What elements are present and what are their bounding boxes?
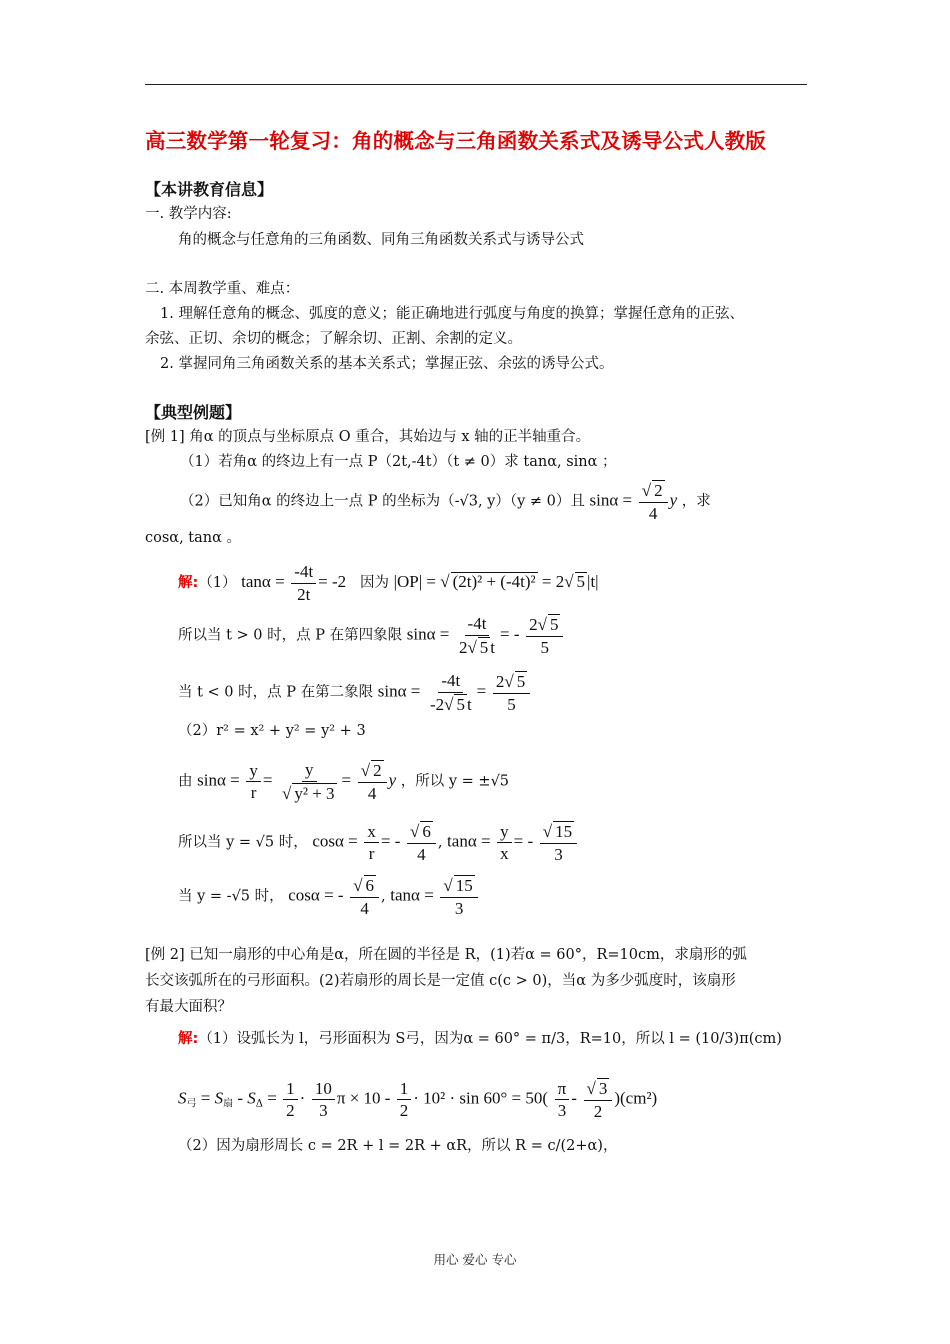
page-title: 高三数学第一轮复习：角的概念与三角函数关系式及诱导公式人教版 bbox=[145, 129, 766, 153]
fraction: $\frac{√ 2}{4}$ bbox=[639, 480, 668, 523]
example-1-question-2: （2）已知角α 的终边上一点 P 的坐标为（-√3, y）（y ≠ 0）且 sinα = $\frac{√ 2}{4}$ y ，求 bbox=[180, 481, 711, 523]
solution-2-line-3: （2）因为扇形周长 c = 2R + l = 2R + αR，所以 R = c/(2+α)， bbox=[178, 1138, 618, 1154]
example-1-question-2-cont: cosα, tanα 。 bbox=[145, 530, 242, 546]
solution-1-line-3: 当 t < 0 时，点 P 在第二象限 sinα = $\frac{-4t}{-2√ 5 t}$ = $\frac{2√ 5}{5}$ bbox=[178, 671, 532, 714]
solution-1-line-1: 解:（1） tanα = $\frac{-4t}{2t}$ = -2 因为 |OP| = √ (2t)² + (-4t)² = 2√ 5 |t| bbox=[178, 562, 599, 604]
key-point-2: 2. 掌握同角三角函数关系的基本关系式；掌握正弦、余弦的诱导公式。 bbox=[160, 356, 614, 372]
case-text: 所以当 t > 0 时，点 P 在第四象限 bbox=[178, 627, 403, 644]
solution-label: 解: bbox=[178, 575, 199, 592]
case-text: 当 y = -√5 时， bbox=[178, 888, 284, 905]
example-2-line-1: [例 2] 已知一扇形的中心角是α，所在圆的半径是 R，(1)若α = 60°，R=10cm，求扇形的弧 bbox=[145, 947, 747, 963]
example-1-question-1: （1）若角α 的终边上有一点 P（2t,-4t）（t ≠ 0）求 tanα, sinα ； bbox=[180, 454, 617, 470]
so-text: ，所以 y = ±√5 bbox=[400, 773, 510, 790]
solution-2-text: （1）设弧长为 l，弓形面积为 S弓，因为α = 60° = π/3，R=10，所以 l = (10/3)π(cm) bbox=[198, 1031, 782, 1047]
key-point-1a: 1. 理解任意角的概念、弧度的意义；能正确地进行弧度与角度的换算；掌握任意角的正弦、 bbox=[160, 306, 744, 322]
part-label: （1） bbox=[198, 575, 237, 592]
solution-label: 解: bbox=[178, 1031, 199, 1047]
example-2-line-2: 长交该弧所在的弓形面积。(2)若扇形的周长是一定值 c(c > 0)，当α 为多少弧度时，该扇形 bbox=[145, 973, 736, 989]
example-1-text: [例 1] 角α 的顶点与坐标原点 O 重合，其始边与 x 轴的正半轴重合。 bbox=[145, 429, 591, 445]
content-heading: 一. 教学内容: bbox=[145, 206, 232, 222]
solution-2-line-2: $S_弓 = S_扇 - S_\Delta$ = $\frac{1}{2}$ · $\frac{10}{3}$ π × 10 - $\frac{1}{2}$ · 10² · sin 60° = 50( $\frac{\pi}{3}$ - $\frac{√ 3}{2}$ )(cm²) bbox=[178, 1078, 658, 1121]
because-text: 因为 bbox=[360, 575, 389, 592]
solution-1-line-7: 当 y = -√5 时， cosα = - $\frac{√ 6}{4}$ , tanα = $\frac{√ 15}{3}$ bbox=[178, 875, 480, 918]
case-text: 当 t < 0 时，点 P 在第二象限 bbox=[178, 684, 374, 701]
key-heading: 二. 本周教学重、难点： bbox=[145, 281, 300, 297]
header-rule bbox=[145, 84, 807, 85]
content-text: 角的概念与任意角的三角函数、同角三角函数关系式与诱导公式 bbox=[178, 232, 584, 248]
case-text: 所以当 y = √5 时， bbox=[178, 834, 308, 851]
example-2-line-3: 有最大面积？ bbox=[145, 999, 232, 1015]
solution-1-line-4: （2）r² = x² + y² = y² + 3 bbox=[178, 723, 366, 739]
from-text: 由 bbox=[178, 773, 193, 790]
solution-1-line-2: 所以当 t > 0 时，点 P 在第四象限 sinα = $\frac{-4t}{2√ 5 t}$ = - $\frac{2√ 5}{5}$ bbox=[178, 614, 565, 657]
question-2-tail: ，求 bbox=[681, 493, 711, 510]
question-2-text: （2）已知角α 的终边上一点 P 的坐标为（-√3, y）（y ≠ 0）且 bbox=[180, 493, 585, 510]
section-info-heading: 【本讲教育信息】 bbox=[145, 180, 274, 199]
solution-1-line-6: 所以当 y = √5 时， cosα = $\frac{x}{r}$ = - $\frac{√ 6}{4}$ , tanα = $\frac{y}{x}$ = - $\frac{√ 15}{3}$ bbox=[178, 821, 579, 864]
solution-2-line-1 bbox=[178, 1032, 782, 1047]
key-point-1b: 余弦、正切、余切的概念；了解余切、正割、余割的定义。 bbox=[145, 331, 522, 347]
page-footer: 用心 爱心 专心 bbox=[433, 1252, 517, 1267]
examples-heading: 【典型例题】 bbox=[145, 403, 242, 422]
solution-1-line-5: 由 sinα = $\frac{y}{r}$ = $\frac{y}{\text{√ y² + 3}}$ = $\frac{√ 2}{4}$ y ，所以 y = ±√5 bbox=[178, 760, 510, 803]
